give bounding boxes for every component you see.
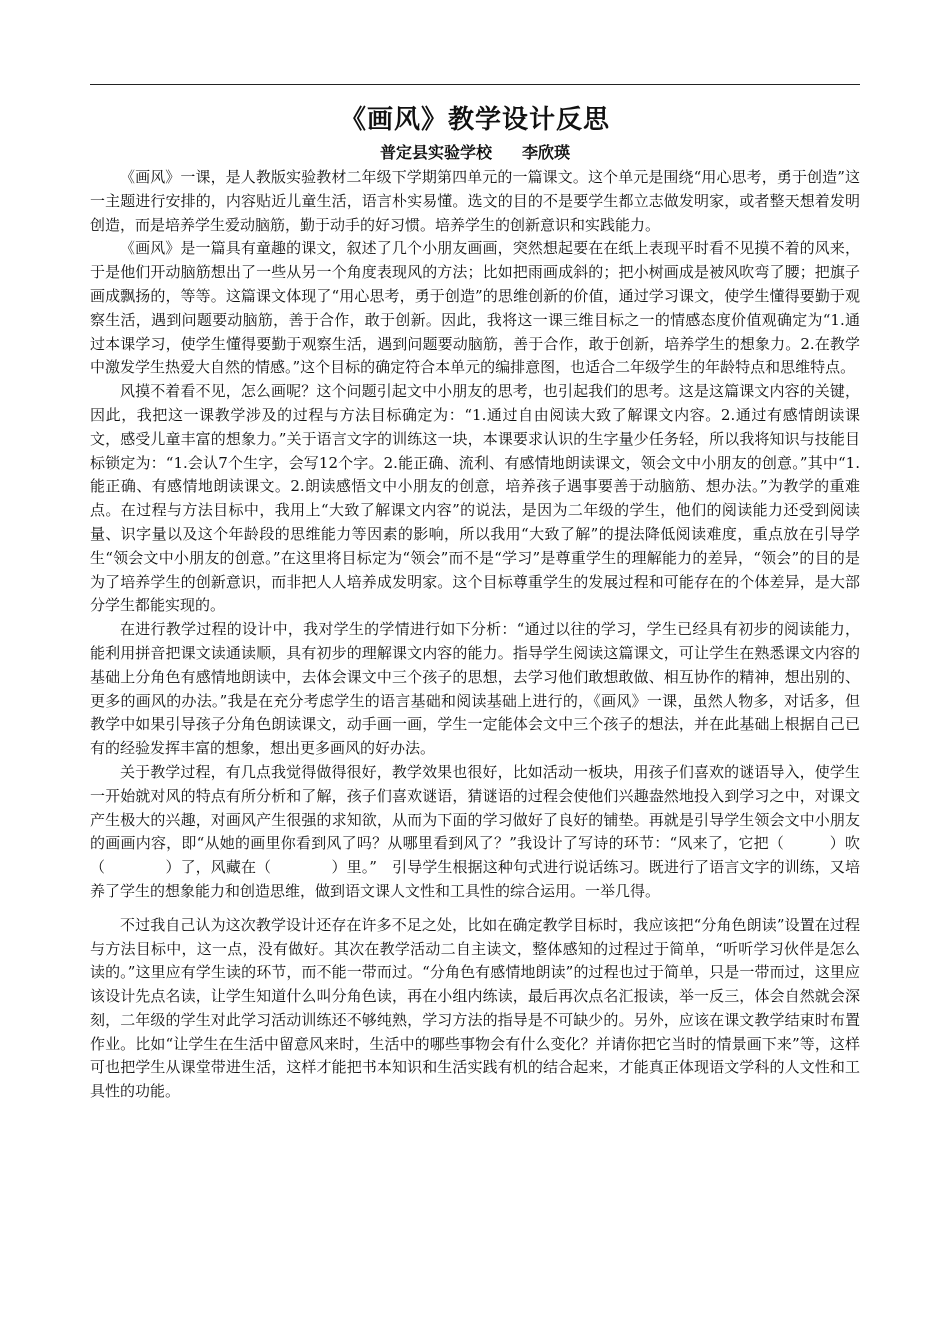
- document-body: [90, 100, 860, 1104]
- paragraph: 《画风》是一篇具有童趣的课文，叙述了几个小朋友画画，突然想起要在在纸上表现平时看不见摸不着的风来，于是他们开动脑筋想出了一些从另一个角度表现风的方法；比如把雨画成斜的；把小树画成是被风吹弯了腰；把旗子画成飘扬的，等等。这篇课文体现了“用心思考，勇于创造”的思维创新的价值，通过学习课文，使学生懂得要勤于观察生活，遇到问题要动脑筋，善于合作，敢于创新。因此，我将这一课三维目标之一的情感态度价值观确定为“1.通过本课学习，使学生懂得要勤于观察生活，遇到问题要动脑筋，善于合作，敢于创新，培养学生的想象力。2.在教学中激发学生热爱大自然的情感。”这个目标的确定符合本单元的编排意图，也适合二年级学生的年龄特点和思维特点。: [90, 239, 860, 377]
- byline: [90, 142, 860, 164]
- paragraph: 风摸不着看不见，怎么画呢？这个问题引起文中小朋友的思考，也引起我们的思考。这是这篇课文内容的关键，因此，我把这一课教学涉及的过程与方法目标确定为：“1.通过自由阅读大致了解课文内容。2.通过有感情朗读课文，感受儿童丰富的想象力。”关于语言文字的训练这一块，本课要求认识的生字量少任务轻，所以我将知识与技能目标锁定为：“1.会认7个生字，会写12个字。2.能正确、流利、有感情地朗读课文，领会文中小朋友的创意。”其中“1.能正确、有感情地朗读课文。2.朗读感悟文中小朋友的创意，培养孩子遇事要善于动脑筋、想办法。”为教学的重难点。在过程与方法目标中，我用上“大致了解课文内容”的说法，是因为二年级的学生，他们的阅读能力还受到阅读量、识字量以及这个年龄段的思维能力等因素的影响，所以我用“大致了解”的提法降低阅读难度，重点放在引导学生“领会文中小朋友的创意。”在这里将目标定为“领会”而不是“学习”是尊重学生的理解能力的差异，“领会”的目的是为了培养学生的创新意识，而非把人人培养成发明家。这个目标尊重学生的发展过程和可能存在的个体差异，是大部分学生都能实现的。: [90, 382, 860, 615]
- paragraph: 关于教学过程，有几点我觉得做得很好，教学效果也很好，比如活动一板块，用孩子们喜欢的谜语导入，使学生一开始就对风的特点有所分析和了解，孩子们喜欢谜语，猜谜语的过程会使他们兴趣盎然地投入到学习之中，对课文产生极大的兴趣，对画风产生很强的求知欲，从而为下面的学习做好了良好的铺垫。再就是引导学生领会文中小朋友的画画内容，即“从她的画里你看到风了吗？从哪里看到风了？”我设计了写诗的环节：“风来了，它把（ ）吹（ ）了，风藏在（ ）里。” 引导学生根据这种句式进行说话练习。既进行了语言文字的训练，又培养了学生的想象能力和创造思维，做到语文课人文性和工具性的综合运用。一举几得。: [90, 762, 860, 900]
- school-name: 普定县实验学校: [379, 143, 492, 162]
- document-title: 《画风》教学设计反思: [339, 105, 610, 135]
- paragraph: 《画风》一课，是人教版实验教材二年级下学期第四单元的一篇课文。这个单元是围绕“用心思考，勇于创造”这一主题进行安排的，内容贴近儿童生活，语言朴实易懂。选文的目的不是要学生都立志做发明家，或者整天想着发明创造，而是培养学生爱动脑筋，勤于动手的好习惯。培养学生的创新意识和实践能力。: [90, 168, 860, 234]
- author-name: 李欣瑛: [522, 143, 571, 162]
- paragraph: 在进行教学过程的设计中，我对学生的学情进行如下分析：“通过以往的学习，学生已经具有初步的阅读能力，能利用拼音把课文读通读顺，具有初步的理解课文内容的能力。指导学生阅读这篇课文，可让学生在熟悉课文内容的基础上分角色有感情地朗读中，去体会课文中三个孩子的思想，去学习他们敢想敢做、相互协作的精神，想出别的、更多的画风的办法。”我是在充分考虑学生的语言基础和阅读基础上进行的，《画风》一课，虽然人物多，对话多，但教学中如果引导孩子分角色朗读课文，动手画一画，学生一定能体会文中三个孩子的想法，并在此基础上根据自己已有的经验发挥丰富的想象，想出更多画风的好办法。: [90, 620, 860, 758]
- paragraph: 不过我自己认为这次教学设计还存在许多不足之处，比如在确定教学目标时，我应该把“分角色朗读”设置在过程与方法目标中，这一点，没有做好。其次在教学活动二自主读文，整体感知的过程过于简单，“听听学习伙伴是怎么读的。”这里应有学生读的环节，而不能一带而过。“分角色有感情地朗读”的过程也过于简单，只是一带而过，这里应该设计先点名读，让学生知道什么叫分角色读，再在小组内练读，最后再次点名汇报读，举一反三，体会自然就会深刻，二年级的学生对此学习活动训练还不够纯熟，学习方法的指导是不可缺少的。另外，应该在课文教学结束时布置作业。比如“让学生在生活中留意风来时，生活中的哪些事物会有什么变化？并请你把它当时的情景画下来”等，这样可也把学生从课堂带进生活，这样才能把书本知识和生活实践有机的结合起来，才能真正体现语文学科的人文性和工具性的功能。: [90, 915, 860, 1101]
- header-rule: [90, 84, 860, 85]
